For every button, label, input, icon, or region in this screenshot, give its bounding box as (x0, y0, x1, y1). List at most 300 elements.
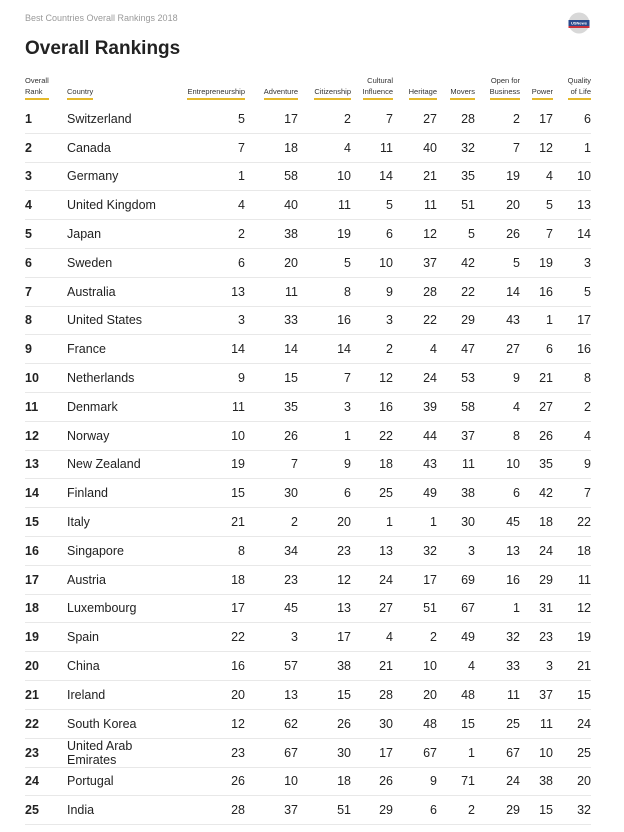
cell-movers: 38 (437, 479, 475, 508)
cell-open-for-business: 5 (475, 248, 520, 277)
column-header-line: Business (489, 87, 520, 96)
table-row (25, 220, 591, 249)
cell-citizenship: 16 (298, 306, 351, 335)
column-header-line: Citizenship (314, 87, 351, 96)
cell-quality-of-life: 32 (553, 796, 591, 825)
cell-cultural-influence: 24 (351, 565, 393, 594)
cell-power: 35 (520, 450, 553, 479)
page-title: Overall Rankings (25, 38, 181, 59)
column-header-line: Cultural (367, 76, 393, 85)
cell-rank: 9 (25, 335, 67, 364)
cell-cultural-influence: 5 (351, 191, 393, 220)
table-row (25, 680, 591, 709)
column-header-line: Open for (490, 76, 520, 85)
column-header-line: Country (67, 87, 94, 96)
cell-movers: 47 (437, 335, 475, 364)
column-header-label (67, 86, 93, 100)
column-header-country (67, 74, 185, 105)
table-row (25, 450, 591, 479)
cell-heritage: 39 (393, 392, 437, 421)
cell-adventure: 45 (245, 594, 298, 623)
cell-entrepreneurship: 3 (185, 306, 245, 335)
cell-movers: 1 (437, 738, 475, 767)
cell-adventure: 20 (245, 248, 298, 277)
cell-rank: 12 (25, 421, 67, 450)
cell-quality-of-life: 18 (553, 536, 591, 565)
table-row (25, 623, 591, 652)
cell-quality-of-life: 5 (553, 277, 591, 306)
cell-cultural-influence: 13 (351, 536, 393, 565)
column-header-label (264, 86, 298, 100)
cell-heritage: 49 (393, 479, 437, 508)
cell-heritage: 20 (393, 680, 437, 709)
cell-citizenship: 26 (298, 709, 351, 738)
cell-open-for-business: 7 (475, 133, 520, 162)
cell-power: 16 (520, 277, 553, 306)
cell-rank: 3 (25, 162, 67, 191)
column-header-entrepreneurship (185, 74, 245, 105)
column-header-line: Influence (362, 87, 393, 96)
table-row (25, 652, 591, 681)
cell-quality-of-life: 9 (553, 450, 591, 479)
cell-open-for-business: 25 (475, 709, 520, 738)
cell-rank: 22 (25, 709, 67, 738)
cell-country: India (67, 796, 185, 825)
cell-power: 42 (520, 479, 553, 508)
cell-cultural-influence: 10 (351, 248, 393, 277)
cell-adventure: 15 (245, 364, 298, 393)
cell-quality-of-life: 15 (553, 680, 591, 709)
column-header-heritage (393, 74, 437, 105)
cell-open-for-business: 26 (475, 220, 520, 249)
cell-movers: 67 (437, 594, 475, 623)
column-header-citizenship (298, 74, 351, 105)
table-row (25, 364, 591, 393)
cell-movers: 53 (437, 364, 475, 393)
cell-country: United Kingdom (67, 191, 185, 220)
cell-heritage: 1 (393, 508, 437, 537)
cell-open-for-business: 27 (475, 335, 520, 364)
cell-entrepreneurship: 1 (185, 162, 245, 191)
cell-adventure: 7 (245, 450, 298, 479)
cell-quality-of-life: 16 (553, 335, 591, 364)
cell-heritage: 37 (393, 248, 437, 277)
rankings-table (25, 74, 591, 825)
cell-rank: 19 (25, 623, 67, 652)
cell-heritage: 21 (393, 162, 437, 191)
cell-movers: 3 (437, 536, 475, 565)
cell-cultural-influence: 14 (351, 162, 393, 191)
cell-country: Spain (67, 623, 185, 652)
cell-quality-of-life: 4 (553, 421, 591, 450)
cell-adventure: 40 (245, 191, 298, 220)
cell-power: 1 (520, 306, 553, 335)
cell-adventure: 10 (245, 767, 298, 796)
cell-cultural-influence: 25 (351, 479, 393, 508)
cell-open-for-business: 6 (475, 479, 520, 508)
cell-quality-of-life: 2 (553, 392, 591, 421)
cell-open-for-business: 43 (475, 306, 520, 335)
cell-heritage: 2 (393, 623, 437, 652)
cell-movers: 48 (437, 680, 475, 709)
cell-entrepreneurship: 2 (185, 220, 245, 249)
cell-quality-of-life: 3 (553, 248, 591, 277)
cell-power: 38 (520, 767, 553, 796)
table-row (25, 479, 591, 508)
cell-movers: 5 (437, 220, 475, 249)
cell-country: United States (67, 306, 185, 335)
cell-adventure: 67 (245, 738, 298, 767)
cell-rank: 13 (25, 450, 67, 479)
table-row (25, 565, 591, 594)
table-row (25, 133, 591, 162)
cell-entrepreneurship: 8 (185, 536, 245, 565)
cell-adventure: 38 (245, 220, 298, 249)
cell-movers: 4 (437, 652, 475, 681)
table-row (25, 392, 591, 421)
cell-adventure: 35 (245, 392, 298, 421)
cell-cultural-influence: 9 (351, 277, 393, 306)
cell-movers: 2 (437, 796, 475, 825)
table-row (25, 421, 591, 450)
cell-citizenship: 13 (298, 594, 351, 623)
cell-rank: 5 (25, 220, 67, 249)
cell-cultural-influence: 21 (351, 652, 393, 681)
cell-heritage: 10 (393, 652, 437, 681)
cell-country: Denmark (67, 392, 185, 421)
cell-country: Canada (67, 133, 185, 162)
cell-citizenship: 38 (298, 652, 351, 681)
column-header-line: Overall (25, 76, 49, 85)
table-row (25, 738, 591, 767)
cell-heritage: 9 (393, 767, 437, 796)
cell-entrepreneurship: 19 (185, 450, 245, 479)
cell-heritage: 43 (393, 450, 437, 479)
cell-country: United Arab Emirates (67, 738, 185, 767)
table-row (25, 508, 591, 537)
cell-rank: 4 (25, 191, 67, 220)
cell-movers: 22 (437, 277, 475, 306)
column-header-line: Power (531, 87, 553, 96)
cell-open-for-business: 19 (475, 162, 520, 191)
cell-open-for-business: 29 (475, 796, 520, 825)
cell-citizenship: 17 (298, 623, 351, 652)
column-header-label (409, 86, 437, 100)
cell-power: 24 (520, 536, 553, 565)
cell-movers: 15 (437, 709, 475, 738)
cell-adventure: 34 (245, 536, 298, 565)
column-header-line: Heritage (408, 87, 437, 96)
cell-open-for-business: 24 (475, 767, 520, 796)
cell-power: 27 (520, 392, 553, 421)
cell-power: 37 (520, 680, 553, 709)
cell-entrepreneurship: 12 (185, 709, 245, 738)
cell-citizenship: 19 (298, 220, 351, 249)
cell-open-for-business: 13 (475, 536, 520, 565)
cell-entrepreneurship: 7 (185, 133, 245, 162)
cell-citizenship: 2 (298, 105, 351, 134)
column-header-label (450, 86, 475, 100)
cell-adventure: 26 (245, 421, 298, 450)
cell-entrepreneurship: 10 (185, 421, 245, 450)
cell-entrepreneurship: 13 (185, 277, 245, 306)
cell-movers: 51 (437, 191, 475, 220)
cell-power: 3 (520, 652, 553, 681)
cell-heritage: 17 (393, 565, 437, 594)
cell-entrepreneurship: 15 (185, 479, 245, 508)
cell-movers: 35 (437, 162, 475, 191)
cell-cultural-influence: 2 (351, 335, 393, 364)
cell-adventure: 11 (245, 277, 298, 306)
cell-heritage: 40 (393, 133, 437, 162)
column-header-open-for-business (475, 74, 520, 105)
cell-rank: 11 (25, 392, 67, 421)
cell-entrepreneurship: 17 (185, 594, 245, 623)
cell-power: 26 (520, 421, 553, 450)
cell-citizenship: 10 (298, 162, 351, 191)
cell-quality-of-life: 14 (553, 220, 591, 249)
cell-entrepreneurship: 21 (185, 508, 245, 537)
cell-quality-of-life: 13 (553, 191, 591, 220)
cell-rank: 10 (25, 364, 67, 393)
cell-movers: 28 (437, 105, 475, 134)
cell-country: France (67, 335, 185, 364)
cell-cultural-influence: 18 (351, 450, 393, 479)
cell-country: Switzerland (67, 105, 185, 134)
cell-rank: 20 (25, 652, 67, 681)
cell-citizenship: 18 (298, 767, 351, 796)
cell-entrepreneurship: 26 (185, 767, 245, 796)
cell-quality-of-life: 10 (553, 162, 591, 191)
cell-power: 21 (520, 364, 553, 393)
column-header-label (532, 86, 553, 100)
cell-quality-of-life: 20 (553, 767, 591, 796)
cell-citizenship: 1 (298, 421, 351, 450)
column-header-rank (25, 74, 67, 105)
cell-rank: 23 (25, 738, 67, 767)
cell-heritage: 4 (393, 335, 437, 364)
cell-movers: 37 (437, 421, 475, 450)
cell-country: Finland (67, 479, 185, 508)
cell-entrepreneurship: 28 (185, 796, 245, 825)
cell-quality-of-life: 8 (553, 364, 591, 393)
cell-rank: 24 (25, 767, 67, 796)
cell-country: Norway (67, 421, 185, 450)
cell-power: 19 (520, 248, 553, 277)
table-row (25, 306, 591, 335)
cell-movers: 32 (437, 133, 475, 162)
cell-citizenship: 3 (298, 392, 351, 421)
cell-open-for-business: 2 (475, 105, 520, 134)
cell-entrepreneurship: 18 (185, 565, 245, 594)
cell-country: Italy (67, 508, 185, 537)
cell-heritage: 28 (393, 277, 437, 306)
cell-adventure: 13 (245, 680, 298, 709)
cell-power: 23 (520, 623, 553, 652)
cell-quality-of-life: 11 (553, 565, 591, 594)
cell-cultural-influence: 3 (351, 306, 393, 335)
column-header-label (25, 75, 49, 100)
cell-open-for-business: 1 (475, 594, 520, 623)
cell-adventure: 30 (245, 479, 298, 508)
cell-country: Australia (67, 277, 185, 306)
cell-entrepreneurship: 6 (185, 248, 245, 277)
cell-open-for-business: 4 (475, 392, 520, 421)
cell-movers: 42 (437, 248, 475, 277)
cell-open-for-business: 8 (475, 421, 520, 450)
cell-power: 5 (520, 191, 553, 220)
cell-adventure: 18 (245, 133, 298, 162)
cell-cultural-influence: 27 (351, 594, 393, 623)
column-header-adventure (245, 74, 298, 105)
cell-open-for-business: 32 (475, 623, 520, 652)
cell-rank: 8 (25, 306, 67, 335)
cell-quality-of-life: 24 (553, 709, 591, 738)
cell-citizenship: 4 (298, 133, 351, 162)
cell-cultural-influence: 30 (351, 709, 393, 738)
cell-cultural-influence: 28 (351, 680, 393, 709)
cell-movers: 58 (437, 392, 475, 421)
cell-heritage: 11 (393, 191, 437, 220)
cell-adventure: 62 (245, 709, 298, 738)
cell-rank: 14 (25, 479, 67, 508)
table-row (25, 709, 591, 738)
cell-power: 10 (520, 738, 553, 767)
cell-quality-of-life: 22 (553, 508, 591, 537)
cell-cultural-influence: 6 (351, 220, 393, 249)
cell-rank: 18 (25, 594, 67, 623)
cell-power: 11 (520, 709, 553, 738)
cell-open-for-business: 14 (475, 277, 520, 306)
cell-heritage: 12 (393, 220, 437, 249)
cell-adventure: 58 (245, 162, 298, 191)
cell-open-for-business: 20 (475, 191, 520, 220)
usnews-logo (568, 12, 590, 34)
column-header-cultural-influence (351, 74, 393, 105)
column-header-movers (437, 74, 475, 105)
cell-cultural-influence: 11 (351, 133, 393, 162)
column-header-line: of Life (570, 87, 591, 96)
cell-country: Netherlands (67, 364, 185, 393)
cell-rank: 16 (25, 536, 67, 565)
cell-rank: 15 (25, 508, 67, 537)
cell-rank: 6 (25, 248, 67, 277)
cell-citizenship: 23 (298, 536, 351, 565)
cell-power: 17 (520, 105, 553, 134)
table-row (25, 796, 591, 825)
cell-entrepreneurship: 16 (185, 652, 245, 681)
cell-power: 12 (520, 133, 553, 162)
cell-citizenship: 14 (298, 335, 351, 364)
table-row (25, 536, 591, 565)
cell-cultural-influence: 16 (351, 392, 393, 421)
cell-heritage: 67 (393, 738, 437, 767)
cell-power: 4 (520, 162, 553, 191)
column-header-label (568, 75, 591, 100)
cell-movers: 30 (437, 508, 475, 537)
cell-entrepreneurship: 9 (185, 364, 245, 393)
cell-open-for-business: 33 (475, 652, 520, 681)
cell-citizenship: 20 (298, 508, 351, 537)
cell-country: Sweden (67, 248, 185, 277)
table-body (25, 105, 591, 825)
cell-citizenship: 51 (298, 796, 351, 825)
cell-entrepreneurship: 20 (185, 680, 245, 709)
cell-adventure: 3 (245, 623, 298, 652)
column-header-power (520, 74, 553, 105)
cell-entrepreneurship: 4 (185, 191, 245, 220)
cell-country: New Zealand (67, 450, 185, 479)
cell-heritage: 32 (393, 536, 437, 565)
cell-adventure: 57 (245, 652, 298, 681)
cell-rank: 1 (25, 105, 67, 134)
cell-country: Singapore (67, 536, 185, 565)
table-row (25, 767, 591, 796)
cell-citizenship: 6 (298, 479, 351, 508)
cell-entrepreneurship: 11 (185, 392, 245, 421)
cell-citizenship: 30 (298, 738, 351, 767)
table-row (25, 335, 591, 364)
cell-cultural-influence: 4 (351, 623, 393, 652)
cell-rank: 2 (25, 133, 67, 162)
cell-open-for-business: 11 (475, 680, 520, 709)
cell-quality-of-life: 1 (553, 133, 591, 162)
cell-adventure: 33 (245, 306, 298, 335)
cell-power: 18 (520, 508, 553, 537)
cell-cultural-influence: 17 (351, 738, 393, 767)
cell-adventure: 37 (245, 796, 298, 825)
cell-cultural-influence: 1 (351, 508, 393, 537)
cell-movers: 29 (437, 306, 475, 335)
table-row (25, 248, 591, 277)
cell-entrepreneurship: 5 (185, 105, 245, 134)
cell-citizenship: 5 (298, 248, 351, 277)
cell-country: China (67, 652, 185, 681)
page-subtitle: Best Countries Overall Rankings 2018 (25, 13, 178, 23)
cell-citizenship: 15 (298, 680, 351, 709)
cell-heritage: 48 (393, 709, 437, 738)
cell-citizenship: 9 (298, 450, 351, 479)
cell-rank: 7 (25, 277, 67, 306)
table-row (25, 594, 591, 623)
cell-citizenship: 11 (298, 191, 351, 220)
cell-power: 29 (520, 565, 553, 594)
table-header-row (25, 74, 591, 105)
cell-entrepreneurship: 14 (185, 335, 245, 364)
cell-quality-of-life: 19 (553, 623, 591, 652)
cell-heritage: 6 (393, 796, 437, 825)
cell-cultural-influence: 7 (351, 105, 393, 134)
column-header-line: Movers (450, 87, 475, 96)
cell-quality-of-life: 7 (553, 479, 591, 508)
cell-cultural-influence: 26 (351, 767, 393, 796)
cell-rank: 25 (25, 796, 67, 825)
cell-movers: 49 (437, 623, 475, 652)
table-row (25, 162, 591, 191)
cell-cultural-influence: 12 (351, 364, 393, 393)
cell-movers: 69 (437, 565, 475, 594)
cell-power: 15 (520, 796, 553, 825)
cell-entrepreneurship: 23 (185, 738, 245, 767)
cell-country: Ireland (67, 680, 185, 709)
cell-adventure: 17 (245, 105, 298, 134)
cell-heritage: 44 (393, 421, 437, 450)
cell-heritage: 27 (393, 105, 437, 134)
cell-citizenship: 7 (298, 364, 351, 393)
column-header-line: Adventure (263, 87, 298, 96)
cell-power: 6 (520, 335, 553, 364)
cell-country: Japan (67, 220, 185, 249)
